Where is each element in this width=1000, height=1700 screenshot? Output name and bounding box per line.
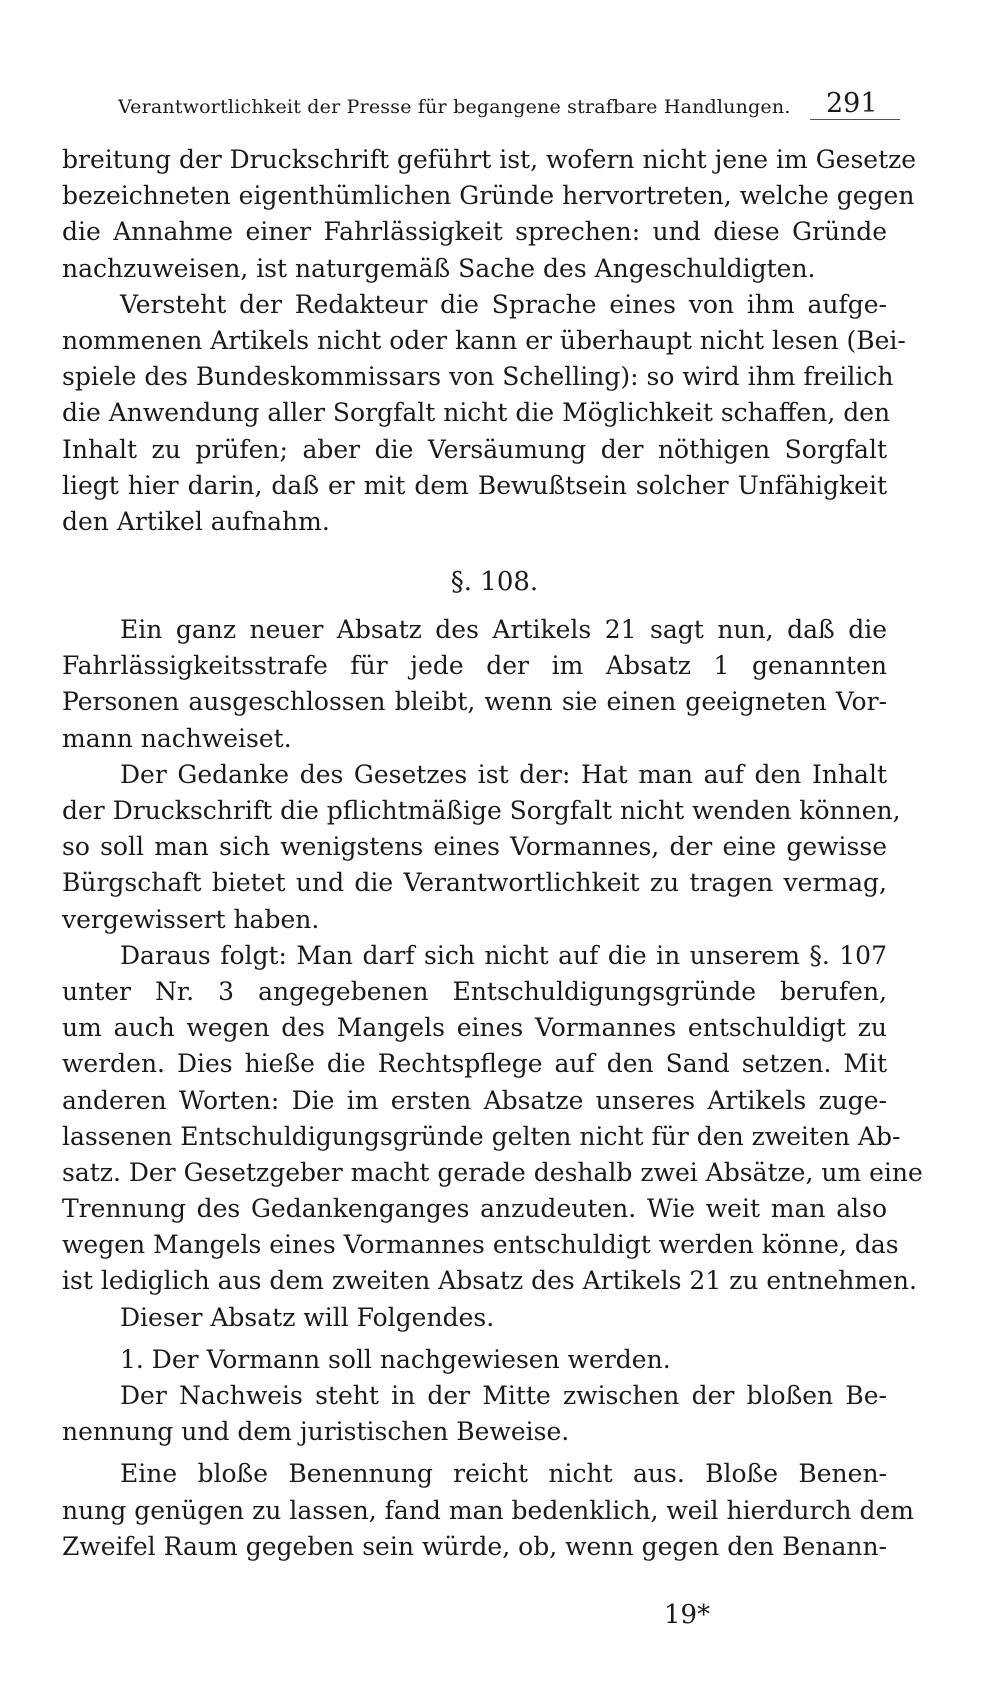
text-line: satz. Der Gesetzgeber macht gerade deshalb zwei Absätze, um eine xyxy=(62,1157,923,1187)
text-line: unter Nr. 3 angegebenen Entschuldigungsgründe berufen, xyxy=(62,976,887,1006)
section-heading: §. 108. xyxy=(450,567,539,598)
text-line: Ein ganz neuer Absatz des Artikels 21 sagt nun, daß die xyxy=(120,615,887,645)
signature-mark: 19* xyxy=(664,1600,711,1630)
text-line: Versteht der Redakteur die Sprache eines von ihm aufge- xyxy=(120,289,887,319)
text-line: Fahrlässigkeitsstrafe für jede der im Absatz 1 genannten xyxy=(62,651,887,681)
section-spacer xyxy=(62,540,887,552)
text-line: Daraus folgt: Man darf sich nicht auf die in unserem §. 107 xyxy=(120,940,887,970)
text-line: den Artikel aufnahm. xyxy=(62,506,330,536)
text-line: so soll man sich wenigstens eines Vormannes, der eine gewisse xyxy=(62,832,887,862)
text-line: ist lediglich aus dem zweiten Absatz des Artikels 21 zu entnehmen. xyxy=(62,1266,917,1296)
text-line: Zweifel Raum gegeben sein würde, ob, wenn gegen den Benann- xyxy=(62,1531,887,1561)
page-number: 291 xyxy=(826,88,878,119)
text-line: breitung der Druckschrift geführt ist, wofern nicht jene im Gesetze xyxy=(62,145,917,174)
text-line: nachzuweisen, ist naturgemäß Sache des Angeschuldigten. xyxy=(62,253,816,283)
text-line: vergewissert haben. xyxy=(62,904,320,934)
page-body xyxy=(62,142,923,1565)
text-line: bezeichneten eigenthümlichen Gründe hervortreten, welche gegen xyxy=(62,181,915,211)
text-line: wegen Mangels eines Vormannes entschuldigt werden könne, das xyxy=(62,1230,899,1260)
text-line: lassenen Entschuldigungsgründe gelten nicht für den zweiten Ab- xyxy=(62,1121,901,1151)
text-line: die Anwendung aller Sorgfalt nicht die Möglichkeit schaffen, den xyxy=(62,398,891,428)
text-line: Personen ausgeschlossen bleibt, wenn sie einen geeigneten Vor- xyxy=(62,687,887,717)
text-line: Der Gedanke des Gesetzes ist der: Hat man auf den Inhalt xyxy=(120,759,887,789)
text-line: nommenen Artikels nicht oder kann er überhaupt nicht lesen (Bei- xyxy=(62,325,906,355)
running-title: Verantwortlichkeit der Presse für begangene strafbare Handlungen. xyxy=(118,96,791,118)
text-line: werden. Dies hieße die Rechtspflege auf den Sand setzen. Mit xyxy=(62,1049,887,1079)
text-line: Eine bloße Benennung reicht nicht aus. Bloße Benen- xyxy=(120,1459,887,1489)
header-rule xyxy=(810,119,900,120)
text-line: anderen Worten: Die im ersten Absatze unseres Artikels zuge- xyxy=(62,1085,887,1115)
text-line: der Druckschrift die pflichtmäßige Sorgfalt nicht wenden können, xyxy=(62,796,901,825)
list-item: 1. Der Vormann soll nachgewiesen werden. xyxy=(120,1344,671,1374)
text-line: um auch wegen des Mangels eines Vormannes entschuldigt zu xyxy=(62,1013,887,1043)
text-line: Der Nachweis steht in der Mitte zwischen der bloßen Be- xyxy=(120,1381,887,1410)
text-line: Dieser Absatz will Folgendes. xyxy=(120,1302,495,1332)
text-line: mann nachweiset. xyxy=(62,723,292,753)
text-line: nennung und dem juristischen Beweise. xyxy=(62,1417,570,1447)
text-line: Bürgschaft bietet und die Verantwortlichkeit zu tragen vermag, xyxy=(62,868,887,898)
text-line: Inhalt zu prüfen; aber die Versäumung der nöthigen Sorgfalt xyxy=(62,434,887,464)
text-line: nung genügen zu lassen, fand man bedenklich, weil hierdurch dem xyxy=(62,1495,914,1525)
text-line: Trennung des Gedankenganges anzudeuten. Wie weit man also xyxy=(62,1194,887,1224)
text-line: liegt hier darin, daß er mit dem Bewußtsein solcher Unfähigkeit xyxy=(62,470,887,500)
text-line: die Annahme einer Fahrlässigkeit sprechen: und diese Gründe xyxy=(62,217,887,247)
text-line: spiele des Bundeskommissars von Schelling): so wird ihm freilich xyxy=(62,362,894,392)
